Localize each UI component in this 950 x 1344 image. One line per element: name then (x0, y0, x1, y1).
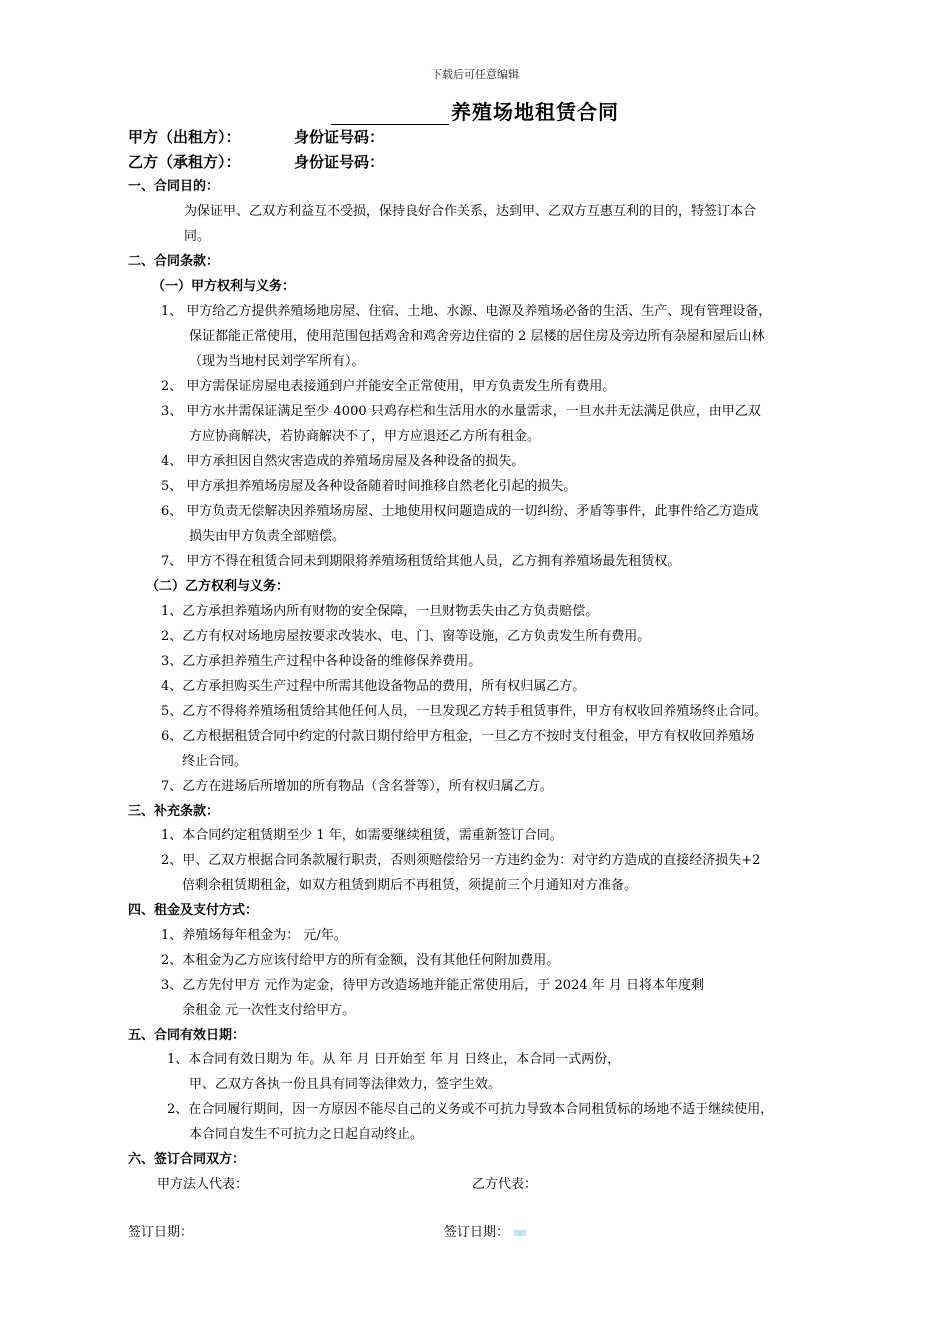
clause-a5: 5、 甲方承担养殖场房屋及各种设备随着时间推移自然老化引起的损失。 (161, 479, 577, 494)
clause-d2: 2、本租金为乙方应该付给甲方的所有金额，没有其他任何附加费用。 (161, 953, 560, 968)
clause-d1: 1、养殖场每年租金为： 元/年。 (161, 928, 347, 943)
clause-a2: 2、 甲方需保证房屋电表接通到户并能安全正常使用，甲方负责发生所有费用。 (161, 379, 616, 394)
clause-b2: 2、乙方有权对场地房屋按要求改装水、电、门、窗等设施，乙方负责发生所有费用。 (161, 629, 651, 644)
section-6-heading: 六、签订合同双方： (128, 1152, 246, 1167)
clause-c2-cont: 倍剩余租赁期租金，如双方租赁到期后不再租赁，须提前三个月通知对方准备。 (182, 878, 638, 893)
section-1-heading: 一、合同目的： (128, 179, 220, 194)
clause-b1: 1、乙方承担养殖场内所有财物的安全保障，一旦财物丢失由乙方负责赔偿。 (161, 604, 599, 619)
party-a-id-label: 身份证号码： (294, 128, 385, 146)
section-2-heading: 二、合同条款： (128, 254, 220, 269)
clause-e2-cont: 本合同自发生不可抗力之日起自动终止。 (189, 1127, 424, 1142)
clause-e1: 1、本合同有效日期为 年。从 年 月 日开始至 年 月 日终止，本合同一式两份， (167, 1052, 621, 1067)
section-1-text-cont: 同。 (184, 229, 211, 244)
clause-e1-cont: 甲、乙双方各执一份且具有同等法律效力，签字生效。 (189, 1077, 502, 1092)
clause-a7: 7、 甲方不得在租赁合同未到期限将养殖场租赁给其他人员，乙方拥有养殖场最先租赁权。 (161, 554, 681, 569)
highlight-mark (514, 1230, 526, 1236)
header-note: 下载后可任意编辑 (431, 68, 519, 81)
party-b-sign-date-label: 签订日期： (444, 1225, 510, 1240)
party-a-row (128, 128, 384, 146)
party-b-label: 乙方（承租方）： (128, 153, 241, 171)
clause-b7: 7、乙方在进场后所增加的所有物品（含名誉等），所有权归属乙方。 (161, 779, 553, 794)
party-a-sign-date-label: 签订日期： (128, 1225, 194, 1240)
clause-a4: 4、 甲方承担因自然灾害造成的养殖场房屋及各种设备的损失。 (161, 454, 525, 469)
clause-a6-cont: 损失由甲方负责全部赔偿。 (189, 529, 346, 544)
clause-b5: 5、乙方不得将养殖场租赁给其他任何人员，一旦发现乙方转手租赁事件，甲方有权收回养殖场终止合同。 (161, 704, 768, 719)
clause-b4: 4、乙方承担购买生产过程中所需其他设备物品的费用，所有权归属乙方。 (161, 679, 586, 694)
section-1-text: 为保证甲、乙双方利益互不受损，保持良好合作关系，达到甲、乙双方互惠互利的目的，特签订本合 (184, 204, 757, 219)
clause-a6: 6、 甲方负责无偿解决因养殖场房屋、土地使用权问题造成的一切纠纷、矛盾等事件，此事件给乙方造成 (161, 504, 759, 519)
document-title: 养殖场地租赁合同 (451, 100, 619, 124)
clause-a1-cont2: （现为当地村民刘学军所有）。 (189, 354, 365, 369)
clause-e2: 2、在合同履行期间，因一方原因不能尽自己的义务或不可抗力导致本合同租赁标的场地不适于继续使用， (167, 1102, 774, 1117)
title-blank-line (331, 104, 449, 125)
party-b-id-label: 身份证号码： (294, 153, 385, 171)
clause-d3: 3、乙方先付甲方 元作为定金，待甲方改造场地并能正常使用后，于 2024 年 月 日将本年度剩 (161, 978, 705, 993)
party-a-representative-label: 甲方法人代表： (157, 1177, 249, 1192)
document-title-row (0, 96, 950, 125)
clause-a3-cont: 方应协商解决，若协商解决不了，甲方应退还乙方所有租金。 (189, 429, 541, 444)
party-b-representative-label: 乙方代表： (472, 1177, 538, 1192)
clause-d3-cont: 余租金 元一次性支付给甲方。 (182, 1003, 356, 1018)
party-b-row (128, 153, 384, 171)
subsection-a-heading: （一）甲方权利与义务： (152, 279, 296, 294)
clause-b6-cont: 终止合同。 (182, 754, 248, 769)
clause-c1: 1、本合同约定租赁期至少 1 年，如需要继续租赁，需重新签订合同。 (161, 828, 563, 843)
clause-c2: 2、甲、乙双方根据合同条款履行职责，否则须赔偿给另一方违约金为：对守约方造成的直接经济损失+2 (161, 853, 761, 868)
clause-b6: 6、乙方根据租赁合同中约定的付款日期付给甲方租金，一旦乙方不按时支付租金，甲方有权收回养殖场 (161, 729, 755, 744)
party-a-label: 甲方（出租方）： (128, 128, 241, 146)
section-4-heading: 四、租金及支付方式： (128, 903, 259, 918)
section-5-heading: 五、合同有效日期： (128, 1028, 246, 1043)
section-3-heading: 三、补充条款： (128, 804, 220, 819)
clause-a1: 1、 甲方给乙方提供养殖场地房屋、住宿、土地、水源、电源及养殖场必备的生活、生产、现有管理设备， (161, 304, 772, 319)
clause-a3: 3、 甲方水井需保证满足至少 4000 只鸡存栏和生活用水的水量需求，一旦水井无法满足供应，由甲乙双 (161, 404, 761, 419)
clause-b3: 3、乙方承担养殖生产过程中各种设备的维修保养费用。 (161, 654, 482, 669)
clause-a1-cont: 保证都能正常使用，使用范围包括鸡舍和鸡舍旁边住宿的 2 层楼的居住房及旁边所有杂屋和屋后山林 (189, 329, 765, 344)
subsection-b-heading: （二）乙方权利与义务： (146, 579, 290, 594)
